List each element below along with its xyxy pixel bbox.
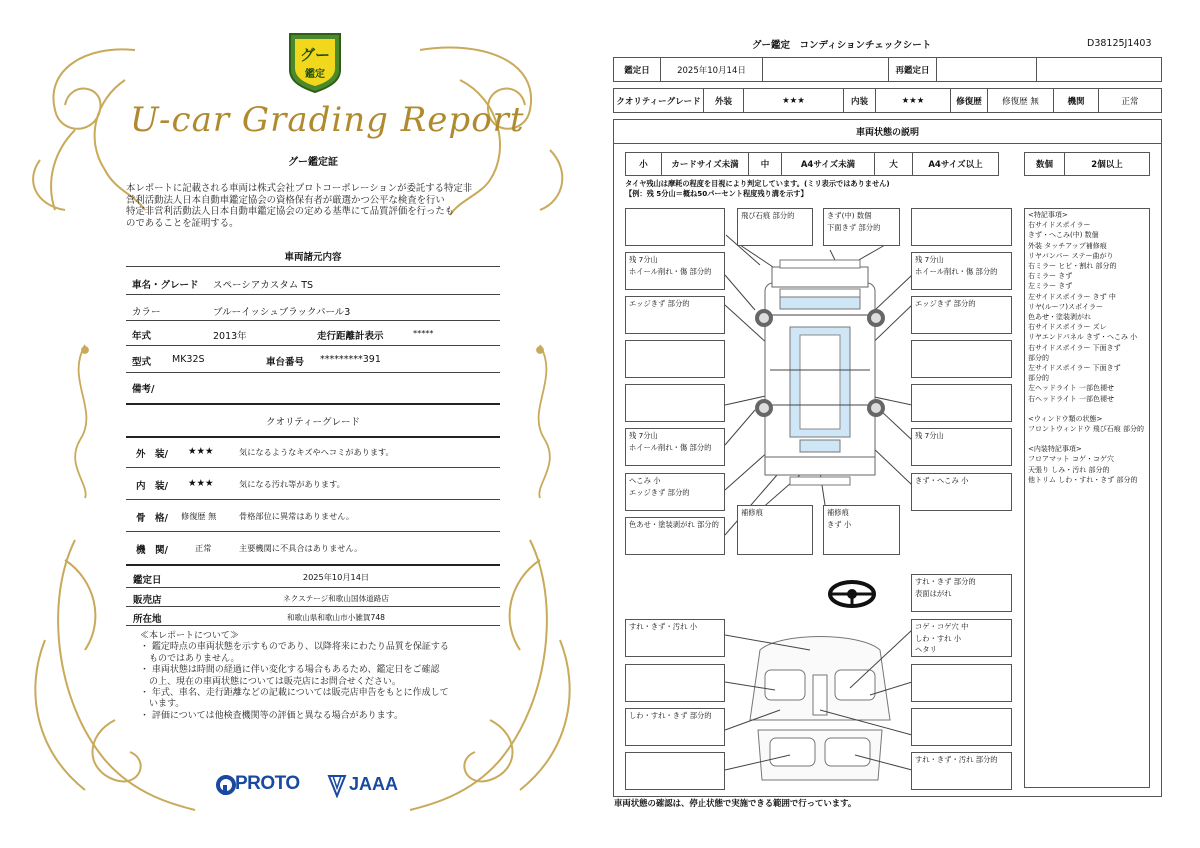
callout-front-bumper xyxy=(823,208,900,246)
store-label: 販売店 xyxy=(133,595,162,606)
callout-text: ホイール削れ・傷 部分的 xyxy=(629,266,712,276)
certificate-body xyxy=(126,183,496,229)
callout-rear-bumper xyxy=(823,505,900,555)
callout-front-left-tire xyxy=(625,252,725,290)
divider xyxy=(126,294,500,295)
special-note-line xyxy=(1028,434,1146,444)
certificate-heading: グー鑑定証 xyxy=(288,157,338,168)
special-note-line: 外装 タッチアップ補修痕 xyxy=(1028,241,1107,250)
callout-text: すれ・きず 部分的 xyxy=(915,577,976,586)
certificate-body-line: のであることを証明する。 xyxy=(126,217,239,229)
sheet-title: グー鑑定 コンディションチェックシート xyxy=(752,40,932,51)
callout-empty xyxy=(911,384,1012,422)
callout-text: ヘタリ xyxy=(915,645,937,654)
callout-text: すれ・きず・汚れ 部分的 xyxy=(915,755,998,764)
callout-dashboard xyxy=(625,619,725,657)
callout-text: 補修痕 xyxy=(827,508,849,517)
callout-empty xyxy=(911,664,1012,702)
count-value: 2個以上 xyxy=(1091,160,1123,170)
callout-rear-seat-right xyxy=(911,752,1012,790)
certificate-body-line: 本レポートに記載される車両は株式会社プロトコーポレーションが委託する特定非 xyxy=(126,183,473,194)
divider xyxy=(126,403,500,405)
inspect-date-label: 鑑定日 xyxy=(614,58,661,81)
special-notes xyxy=(1024,208,1150,788)
size-large-desc: A4サイズ以上 xyxy=(928,160,983,170)
note-line: ・ 車両状態は時間の経過に伴い変化する場合もあるため、鑑定日をご確認 xyxy=(140,665,440,676)
chassis-label: 車台番号 xyxy=(266,357,305,368)
special-note-line: <特記事項> xyxy=(1028,211,1068,219)
quality-row xyxy=(613,88,1162,113)
callout-text: ホイール削れ・傷 部分的 xyxy=(629,442,712,452)
frame-label: 骨 格/ xyxy=(136,513,168,524)
date-row xyxy=(613,57,1162,82)
callout-text: 飛び石痕 部分的 xyxy=(741,211,795,220)
divider xyxy=(126,531,500,532)
quality-title: クオリティーグレード xyxy=(265,417,361,428)
tire-note-2: 【例：残 5分山＝概ね50パーセント程度残り溝を示す】 xyxy=(625,189,808,198)
repair-label: 修復歴 xyxy=(951,89,988,112)
divider xyxy=(126,436,500,438)
interior-stars: ★★★ xyxy=(188,478,214,489)
address-label: 所在地 xyxy=(133,614,162,625)
report-notes xyxy=(140,631,500,722)
interior-desc: 気になる汚れ等があります。 xyxy=(239,479,345,489)
callout-front-right-tire xyxy=(911,252,1012,290)
model-label: 型式 xyxy=(132,357,152,368)
callout-empty xyxy=(625,384,725,422)
special-note-line: 左ミラー きず xyxy=(1028,282,1073,291)
special-note-line xyxy=(1028,404,1146,414)
special-note-line: 左サイドスポイラー 下面きず xyxy=(1028,364,1121,373)
interior-label: 内 装/ xyxy=(136,481,168,492)
car-name-label: 車名・グレード xyxy=(132,280,199,291)
special-note-line: 色あせ・塗装剥がれ xyxy=(1028,313,1091,322)
callout-empty xyxy=(911,708,1012,746)
callout-text: 残 7分山 xyxy=(915,431,944,440)
callout-rear-door xyxy=(737,505,813,555)
size-small-desc: カードサイズ未満 xyxy=(662,153,749,175)
engine-label: 機関 xyxy=(1054,89,1099,112)
exterior-stars: ★★★ xyxy=(744,89,844,112)
divider xyxy=(126,587,500,588)
badge-top-text: グー xyxy=(299,46,331,64)
callout-text: きず・へこみ 小 xyxy=(915,476,969,485)
jaaa-logo-icon xyxy=(327,772,347,798)
note-line: ものではありません。 xyxy=(140,653,240,664)
callout-text: エッジきず 部分的 xyxy=(915,299,976,308)
section-title: 車両状態の説明 xyxy=(614,120,1161,144)
model-value: MK32S xyxy=(172,354,205,365)
special-note-line: 左ヘッドライト 一部色褪せ xyxy=(1028,384,1115,393)
callout-empty xyxy=(625,340,725,378)
jaaa-logo-text: JAAA xyxy=(349,774,399,794)
divider xyxy=(126,625,500,626)
exterior-desc: 気になるようなキズやヘコミがあります。 xyxy=(239,447,394,457)
special-note-line: 右サイドスポイラー 下面きず xyxy=(1028,343,1121,352)
year-label: 年式 xyxy=(132,331,152,342)
date-value: 2025年10月14日 xyxy=(302,572,370,582)
special-note-line: 右サイドスポイラー xyxy=(1028,221,1091,230)
empty-cell xyxy=(763,58,889,81)
divider xyxy=(126,564,500,566)
special-note-line: 部分的 xyxy=(1028,374,1049,383)
mileage-label: 走行距離計表示 xyxy=(317,331,384,342)
chassis-value: *********391 xyxy=(320,354,381,365)
ornament-side-right xyxy=(515,340,565,500)
certificate-body-line: 営利活動法人日本自動車鑑定協会の資格保有者が厳選かつ公平な検査を行い xyxy=(126,194,445,206)
divider xyxy=(126,320,500,321)
badge-bottom-text: 鑑定 xyxy=(305,69,325,80)
special-note-line: 天張り しみ・汚れ 部分的 xyxy=(1028,465,1110,474)
count-label: 数個 xyxy=(1025,153,1065,175)
callout-rear-spoiler xyxy=(625,517,725,555)
callout-text: しわ・すれ・きず 部分的 xyxy=(629,711,712,720)
note-line: ・ 年式、車名、走行距離などの記載については販売店申告をもとに作成して xyxy=(140,688,449,699)
exterior-label: 外装 xyxy=(704,89,744,112)
certificate-body-line: 特定非営利活動法人日本自動車鑑定協会の定める基準にて品質評価を行ったも xyxy=(126,206,455,217)
callout-steering xyxy=(911,574,1012,612)
callout-text: エッジきず 部分的 xyxy=(629,299,690,308)
engine-desc: 主要機関に不具合はありません。 xyxy=(239,543,363,553)
engine-value: 正常 xyxy=(1121,96,1139,107)
size-mid: 中 xyxy=(749,153,782,175)
partner-logos xyxy=(215,770,415,800)
callout-text: ホイール削れ・傷 部分的 xyxy=(915,266,998,276)
mileage-value: ***** xyxy=(413,328,434,338)
sheet-footer: 車両状態の確認は、停止状態で実施できる範囲で行っています。 xyxy=(614,798,857,808)
special-note-line: リヤエンドパネル きず・へこみ 小 xyxy=(1028,333,1138,342)
callout-text: きず 小 xyxy=(827,519,852,529)
tire-note-1: タイヤ残山は摩耗の程度を目視により判定しています。(ミリ表示ではありません) xyxy=(625,179,890,188)
special-note-line: リヤバンパー ステー曲がり xyxy=(1028,251,1114,260)
callout-rear-seat-left xyxy=(625,708,725,746)
store-value: ネクステージ和歌山国体道路店 xyxy=(283,594,389,603)
callout-front-seat xyxy=(911,619,1012,657)
spec-section-title: 車両諸元内容 xyxy=(284,252,342,263)
callout-text: へこみ 小 xyxy=(629,476,661,485)
size-legend xyxy=(625,152,999,176)
year-value: 2013年 xyxy=(213,331,247,342)
address-value: 和歌山県和歌山市小雑賀748 xyxy=(286,613,386,622)
special-note-line: 部分的 xyxy=(1028,353,1049,362)
callout-text: すれ・きず・汚れ 小 xyxy=(629,622,697,631)
note-line: ・ 評価については他検査機関等の評価と異なる場合があります。 xyxy=(140,710,403,721)
callout-text: 残 7分山 xyxy=(915,255,944,264)
quality-label: クオリティーグレード xyxy=(614,89,704,112)
exterior-stars: ★★★ xyxy=(188,446,214,457)
callout-left-rear-quarter xyxy=(625,473,725,511)
document-id: D38125J1403 xyxy=(1087,38,1152,49)
special-note-line: <内装特記事項> xyxy=(1028,445,1082,454)
callout-left-front-fender xyxy=(625,296,725,334)
divider xyxy=(126,372,500,373)
special-note-line: 右ミラー ヒビ・割れ 部分的 xyxy=(1028,262,1117,271)
divider xyxy=(126,467,500,468)
interior-stars: ★★★ xyxy=(876,89,951,112)
inspect-date-value: 2025年10月14日 xyxy=(661,58,763,81)
frame-value: 修復歴 無 xyxy=(181,511,217,521)
size-large: 大 xyxy=(875,153,913,175)
callout-empty xyxy=(625,664,725,702)
divider xyxy=(126,266,500,267)
interior-label: 内装 xyxy=(844,89,876,112)
special-note-line: 他トリム しわ・すれ・きず 部分的 xyxy=(1028,475,1138,484)
goo-kantei-badge xyxy=(287,30,343,94)
note-line: ・ 鑑定時点の車両状態を示すものであり、以降将来にわたり品質を保証する xyxy=(140,642,449,653)
callout-text: エッジきず 部分的 xyxy=(629,487,690,497)
callout-empty xyxy=(625,208,725,246)
callout-rear-left-tire xyxy=(625,428,725,466)
proto-logo-icon xyxy=(215,774,237,796)
remarks-label: 備考/ xyxy=(132,384,155,395)
divider xyxy=(126,606,500,607)
callout-empty xyxy=(911,340,1012,378)
callout-text: 残 7分山 xyxy=(629,255,658,264)
notes-title: ≪本レポートについて≫ xyxy=(140,631,239,641)
callout-text: きず(中) 数個 xyxy=(827,211,872,220)
callout-text: 補修痕 xyxy=(741,508,763,517)
callout-rear-right-tire xyxy=(911,428,1012,466)
note-line: の上、現在の車両状態については販売店にお問合せください。 xyxy=(140,676,401,687)
divider xyxy=(126,499,500,500)
callout-right-rear-quarter xyxy=(911,473,1012,511)
special-note-line: 右ミラー きず xyxy=(1028,272,1073,281)
engine-value: 正常 xyxy=(195,543,212,553)
ornament-side-left xyxy=(60,340,110,500)
divider xyxy=(126,345,500,346)
special-note-line: <ウィンドウ類の状態> xyxy=(1028,414,1103,423)
car-name-value: スペーシアカスタム TS xyxy=(213,280,314,291)
frame-desc: 骨格部位に異常はありません。 xyxy=(239,511,355,521)
reinspect-value xyxy=(937,58,1037,81)
size-mid-desc: A4サイズ未満 xyxy=(782,153,875,175)
callout-right-front-fender xyxy=(911,296,1012,334)
engine-label: 機 関/ xyxy=(136,545,168,556)
note-line: います。 xyxy=(140,699,185,710)
steering-wheel-icon xyxy=(830,582,874,606)
count-legend xyxy=(1024,152,1150,176)
color-value: ブルーイッシュブラックパール3 xyxy=(213,307,351,318)
repair-value: 修復歴 無 xyxy=(988,89,1054,112)
reinspect-label: 再鑑定日 xyxy=(889,58,937,81)
callout-text: コゲ・コゲ穴 中 xyxy=(915,622,969,631)
special-note-line: フロントウィンドウ 飛び石痕 部分的 xyxy=(1028,425,1145,434)
exterior-label: 外 装/ xyxy=(136,449,168,460)
color-label: カラー xyxy=(132,307,161,318)
callout-text: 残 7分山 xyxy=(629,431,658,440)
callout-empty xyxy=(625,752,725,790)
proto-logo-text: PROTO xyxy=(235,773,300,794)
callout-text: 下面きず 部分的 xyxy=(827,222,881,232)
special-note-line: リヤ(ルーフ)スポイラー xyxy=(1028,302,1103,311)
size-small: 小 xyxy=(626,153,662,175)
callout-text: 色あせ・塗装剥がれ 部分的 xyxy=(629,520,719,529)
callout-front-window xyxy=(737,208,813,246)
callout-empty xyxy=(911,208,1012,246)
script-title: U-car Grading Report xyxy=(130,100,525,140)
special-note-line: 左サイドスポイラー きず 中 xyxy=(1028,292,1116,301)
callout-text: しわ・すれ 小 xyxy=(915,633,962,643)
special-note-line: きず・へこみ(中) 数個 xyxy=(1028,231,1099,240)
date-label: 鑑定日 xyxy=(133,575,162,586)
special-note-line: 右サイドスポイラー ズレ xyxy=(1028,323,1107,332)
special-note-line: 右ヘッドライト 一部色褪せ xyxy=(1028,394,1115,403)
special-note-line: フロアマット コゲ・コゲ穴 xyxy=(1028,455,1114,464)
callout-text: 表面はがれ xyxy=(915,588,952,598)
